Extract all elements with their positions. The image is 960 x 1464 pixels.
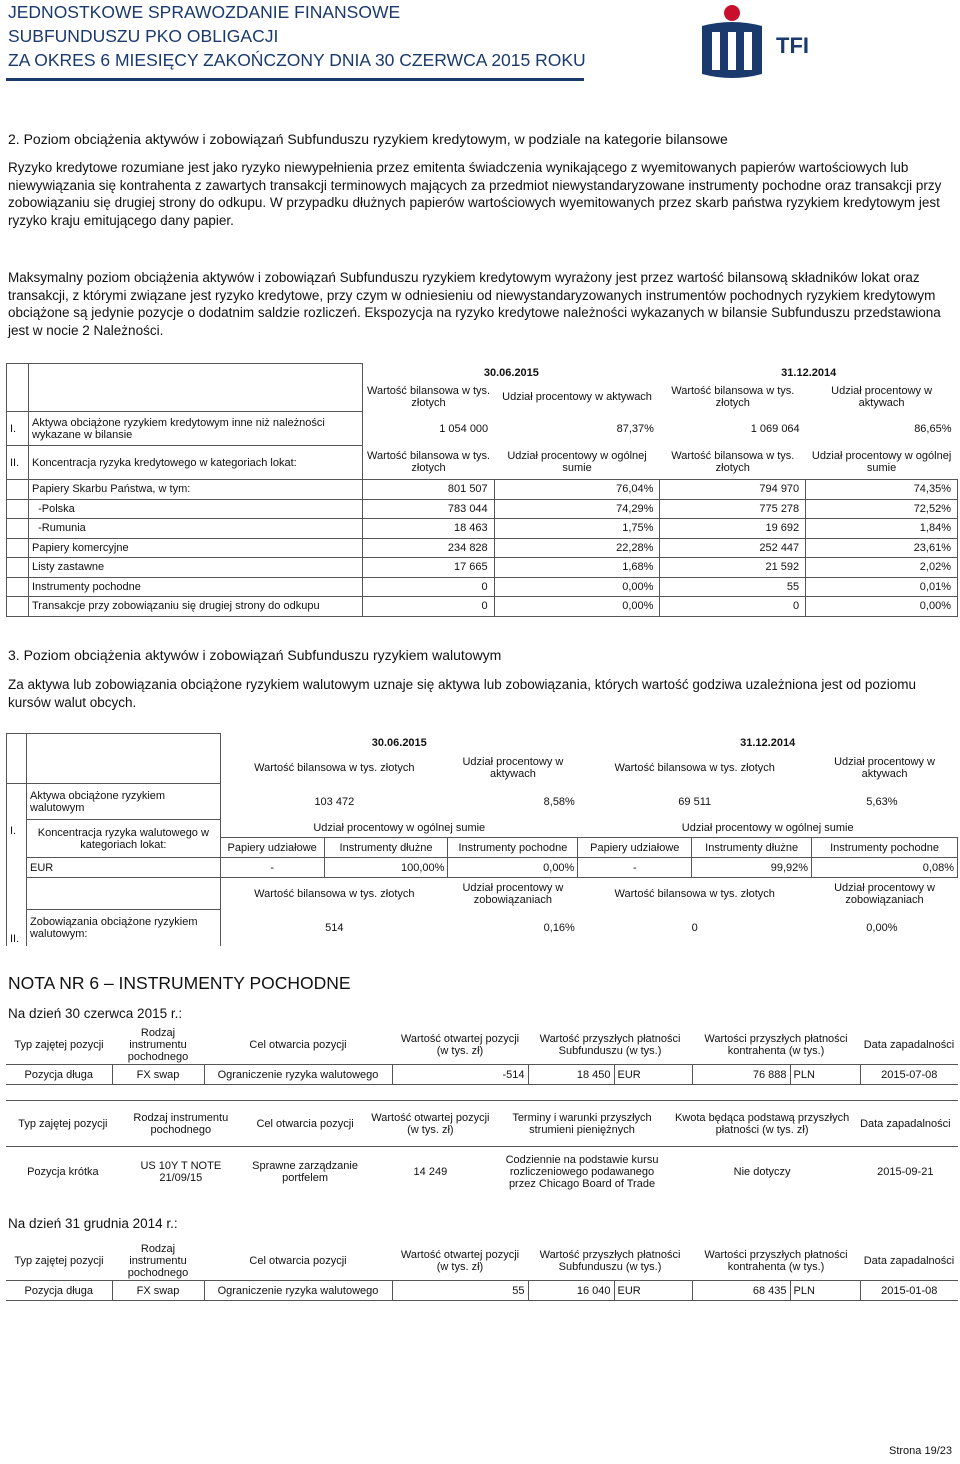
table-row <box>7 784 958 820</box>
cell-value: Pozycja długa <box>6 1065 112 1085</box>
section-2-paragraph-1: Ryzyko kredytowe rozumiane jest jako ryzyko niewypełnienia przez emitenta świadczenia wynikającego z wyemitowanych papierów wartościowych lub niewywiązania się kontrahenta z zawartych transakcji terminowych mających za przedmiot niewystandaryzowane instrumenty pochodne oraz transakcji przy zobowiązaniu się drugiej strony do odkupu. W przypadku dłużnych papierów wartościowych wyemitowanych przez skarb państwa ryzykiem kredytowym jest ryzyko kraju emitującego dany papier. <box>8 160 942 228</box>
row-label: -Polska <box>28 499 362 519</box>
row-number-empty <box>7 538 29 558</box>
table-row <box>7 558 958 578</box>
col-typ: Typ zajętej pozycji <box>6 1026 112 1065</box>
row-label: -Rumunia <box>28 519 362 539</box>
col-data: Data zapadalności <box>853 1101 958 1147</box>
row-label: Koncentracja ryzyka kredytowego w kategoriach lokat: <box>28 446 362 480</box>
table-row <box>7 412 958 446</box>
table-row <box>7 910 958 946</box>
cell-value: 0,00% <box>806 597 958 617</box>
cell-value: 69 511 <box>678 795 712 808</box>
cell-value: 18 450 <box>528 1065 614 1085</box>
credit-date-2: 31.12.2014 <box>781 366 837 379</box>
cell-value: - <box>578 858 692 878</box>
section-2-paragraph-2: Maksymalny poziom obciążenia aktywów i zobowiązań Subfunduszu ryzykiem kredytowym wyrażony jest przez wartość bilansową składników lokat oraz transakcji, z którymi związane jest ryzyko kredytowe, przy czym w odniesieniu od niewystandaryzowanych instrumentów pochodnych ryzykiem kredytowym obciążone są jedynie pozycje o dodatnim saldzie rozliczeń. Ekspozycja na ryzyko kredytowe należności wykazanych w bilansie Subfunduszu przedstawiona jest w nocie 2 Należności. <box>8 270 941 338</box>
credit-col-pct-2: Udział procentowy w aktywach <box>831 384 933 409</box>
cat-col: Papiery udziałowe <box>578 838 692 858</box>
derivatives-table-1 <box>6 1026 958 1085</box>
cat-col: Instrumenty dłużne <box>324 838 448 858</box>
row-number-empty <box>7 499 29 519</box>
cell-value: 14 249 <box>413 1165 448 1178</box>
col-cel: Cel otwarcia pozycji <box>242 1101 368 1147</box>
tfi-logo-text: TFI <box>776 33 809 58</box>
cat-col: Instrumenty pochodne <box>812 838 958 858</box>
row-number: I. <box>7 412 29 446</box>
table-row <box>7 577 958 597</box>
cell-value: 775 278 <box>660 499 806 519</box>
col-sub: Wartość przyszłych płatności Subfunduszu (w tys.) <box>528 1026 692 1065</box>
col-rodzaj: Rodzaj instrumentu pochodnego <box>112 1026 204 1065</box>
page-number: Strona 19/23 <box>889 1445 952 1457</box>
currency-col-pctzob-1: Udział procentowy w zobowiązaniach <box>462 881 564 906</box>
cell-value: 0,08% <box>812 858 958 878</box>
col-rodzaj: Rodzaj instrumentu pochodnego <box>120 1101 242 1147</box>
cell-value: -514 <box>392 1065 528 1085</box>
credit-col-pctsum-2: Udział procentowy w ogólnej sumie <box>811 450 952 475</box>
currency-risk-table <box>6 733 958 946</box>
cell-value: EUR <box>614 1065 692 1085</box>
cell-value: 0,00% <box>866 921 898 934</box>
cat-col: Instrumenty pochodne <box>448 838 578 858</box>
credit-col-value-2b: Wartość bilansowa w tys. złotych <box>671 450 795 475</box>
row-number-empty <box>7 558 29 578</box>
cell-value: Ograniczenie ryzyka walutowego <box>204 1281 392 1301</box>
cell-value: 2015-01-08 <box>860 1281 958 1301</box>
col-wartosc: Wartość otwartej pozycji (w tys. zł) <box>368 1101 492 1147</box>
cell-value: US 10Y T NOTE 21/09/15 <box>140 1159 222 1184</box>
col-cel: Cel otwarcia pozycji <box>204 1242 392 1281</box>
cell-value: 0,00% <box>494 597 660 617</box>
cell-value: 21 592 <box>660 558 806 578</box>
cell-value: 2015-07-08 <box>860 1065 958 1085</box>
currency-col-pctzob-2: Udział procentowy w zobowiązaniach <box>834 881 935 906</box>
cell-value: FX swap <box>112 1281 204 1301</box>
col-sub: Wartość przyszłych płatności Subfunduszu (w tys.) <box>528 1242 692 1281</box>
currency-date-2: 31.12.2014 <box>740 736 796 749</box>
currency-date-1: 30.06.2015 <box>371 736 427 749</box>
table-row <box>7 499 958 519</box>
cell-value: Nie dotyczy <box>733 1165 791 1178</box>
cell-value: 2,02% <box>806 558 958 578</box>
cell-value: Pozycja krótka <box>27 1165 99 1178</box>
table-row <box>7 446 958 480</box>
conc-label: Koncentracja ryzyka walutowego w kategoriach lokat: <box>26 820 220 858</box>
cell-value: 16 040 <box>528 1281 614 1301</box>
table-row <box>7 519 958 539</box>
cell-value: Sprawne zarządzanie portfelem <box>252 1159 358 1184</box>
cell-value: 17 665 <box>362 558 494 578</box>
row-number-empty <box>7 597 29 617</box>
cell-value: Codziennie na podstawie kursu rozliczeniowego podawanego przez Chicago Board of Trade <box>505 1153 659 1190</box>
cell-value: 801 507 <box>362 480 494 500</box>
cell-value: FX swap <box>112 1065 204 1085</box>
table-row <box>7 858 958 878</box>
cell-value: 86,65% <box>914 422 952 435</box>
cell-value: 55 <box>660 577 806 597</box>
row-label: Papiery Skarbu Państwa, w tym: <box>28 480 362 500</box>
col-rodzaj: Rodzaj instrumentu pochodnego <box>112 1242 204 1281</box>
credit-date-1: 30.06.2015 <box>483 366 539 379</box>
currency-col-pct-2: Udział procentowy w aktywach <box>834 755 935 780</box>
cell-value: 794 970 <box>660 480 806 500</box>
col-kwota: Kwota będąca podstawą przyszłych płatności (w tys. zł) <box>672 1101 853 1147</box>
col-typ: Typ zajętej pozycji <box>6 1242 112 1281</box>
col-data: Data zapadalności <box>860 1026 958 1065</box>
row-number-empty <box>7 480 29 500</box>
row-label: EUR <box>26 858 220 878</box>
table-row <box>6 1281 958 1301</box>
row-label: Papiery komercyjne <box>28 538 362 558</box>
cell-value: 103 472 <box>314 795 355 808</box>
cell-value: Ograniczenie ryzyka walutowego <box>204 1065 392 1085</box>
nota-6-date-a: Na dzień 30 czerwca 2015 r.: <box>8 1006 183 1021</box>
col-typ: Typ zajętej pozycji <box>6 1101 120 1147</box>
cell-value: 1,75% <box>494 519 660 539</box>
cell-value: 22,28% <box>494 538 660 558</box>
nota-6-date-b: Na dzień 31 grudnia 2014 r.: <box>8 1216 178 1231</box>
credit-col-value-2: Wartość bilansowa w tys. złotych <box>671 384 795 409</box>
cell-value: 514 <box>325 921 344 934</box>
header-line-2: SUBFUNDUSZU PKO OBLIGACJI <box>8 26 279 46</box>
cell-value: 1 054 000 <box>439 422 489 435</box>
row-number-empty <box>7 519 29 539</box>
cell-value: PLN <box>790 1281 860 1301</box>
cell-value: 87,37% <box>616 422 654 435</box>
cat-col: Instrumenty dłużne <box>692 838 812 858</box>
cell-value: 18 463 <box>362 519 494 539</box>
section-3-heading: 3. Poziom obciążenia aktywów i zobowiązań Subfunduszu ryzykiem walutowym <box>8 647 502 663</box>
cell-value: 76,04% <box>494 480 660 500</box>
table-row <box>7 597 958 617</box>
cell-value: 0,01% <box>806 577 958 597</box>
cell-value: 0 <box>362 597 494 617</box>
nota-6-title: NOTA NR 6 – INSTRUMENTY POCHODNE <box>8 973 351 993</box>
col-wartosc: Wartość otwartej pozycji (w tys. zł) <box>392 1026 528 1065</box>
cell-value: 0 <box>362 577 494 597</box>
header-line-1: JEDNOSTKOWE SPRAWOZDANIE FINANSOWE <box>8 2 401 22</box>
cell-value: 99,92% <box>692 858 812 878</box>
table-row <box>6 1065 958 1085</box>
currency-col-value-1b: Wartość bilansowa w tys. złotych <box>254 887 415 900</box>
row-number: II. <box>7 446 29 480</box>
cell-value: EUR <box>614 1281 692 1301</box>
cell-value: 74,29% <box>494 499 660 519</box>
currency-col-pct-1: Udział procentowy w aktywach <box>462 755 564 780</box>
cell-value: 1,84% <box>806 519 958 539</box>
cell-value: PLN <box>790 1065 860 1085</box>
cell-value: 234 828 <box>362 538 494 558</box>
credit-col-value-1b: Wartość bilansowa w tys. złotych <box>366 450 491 475</box>
currency-col-value-1: Wartość bilansowa w tys. złotych <box>254 761 415 774</box>
credit-risk-table <box>6 363 958 617</box>
cell-value: 2015-09-21 <box>877 1165 934 1178</box>
cell-value: Pozycja długa <box>6 1281 112 1301</box>
cell-value: 100,00% <box>324 858 448 878</box>
cell-value: 0 <box>660 597 806 617</box>
table-row <box>6 1147 958 1197</box>
derivatives-table-3 <box>6 1242 958 1301</box>
table-row <box>7 480 958 500</box>
row-label: Listy zastawne <box>28 558 362 578</box>
pko-logo-icon <box>698 4 766 80</box>
col-wartosc: Wartość otwartej pozycji (w tys. zł) <box>392 1242 528 1281</box>
cell-value: 55 <box>392 1281 528 1301</box>
table-row <box>7 538 958 558</box>
currency-col-pctsum-1: Udział procentowy w ogólnej sumie <box>313 822 486 835</box>
col-data: Data zapadalności <box>860 1242 958 1281</box>
cell-value: 8,58% <box>543 795 575 808</box>
cell-value: 783 044 <box>362 499 494 519</box>
cell-value: 0 <box>691 921 698 934</box>
cell-value: 23,61% <box>806 538 958 558</box>
cell-value: 0,00% <box>448 858 578 878</box>
cell-value: 0,00% <box>494 577 660 597</box>
row-number-empty <box>7 577 29 597</box>
col-kontr: Wartości przyszłych płatności kontrahenta (w tys.) <box>692 1242 860 1281</box>
cell-value: - <box>220 858 324 878</box>
header-line-3: ZA OKRES 6 MIESIĘCY ZAKOŃCZONY DNIA 30 CZERWCA 2015 ROKU <box>8 50 586 70</box>
row-number: II. <box>7 878 27 946</box>
col-terms: Terminy i warunki przyszłych strumieni pieniężnych <box>493 1101 672 1147</box>
cell-value: 0,16% <box>543 921 575 934</box>
cell-value: 72,52% <box>806 499 958 519</box>
cell-value: 76 888 <box>692 1065 790 1085</box>
header-rule <box>6 78 584 81</box>
credit-col-pct-1: Udział procentowy w aktywach <box>502 390 652 403</box>
currency-col-value-2b: Wartość bilansowa w tys. złotych <box>614 887 775 900</box>
cell-value: 1 069 064 <box>750 422 800 435</box>
col-kontr: Wartości przyszłych płatności kontrahenta (w tys.) <box>692 1026 860 1065</box>
row-label: Instrumenty pochodne <box>28 577 362 597</box>
currency-col-value-2: Wartość bilansowa w tys. złotych <box>614 761 775 774</box>
section-3-paragraph: Za aktywa lub zobowiązania obciążone ryzykiem walutowym uznaje się aktywa lub zobowiązania, których wartość godziwa uzależniona jest od poziomu kursów walut obcych. <box>8 677 916 710</box>
cell-value: 74,35% <box>806 480 958 500</box>
col-cel: Cel otwarcia pozycji <box>204 1026 392 1065</box>
cell-value: 252 447 <box>660 538 806 558</box>
cell-value: 5,63% <box>866 795 898 808</box>
cat-col: Papiery udziałowe <box>220 838 324 858</box>
cell-value: 1,68% <box>494 558 660 578</box>
section-2-heading: 2. Poziom obciążenia aktywów i zobowiązań Subfunduszu ryzykiem kredytowym, w podziale na kategorie bilansowe <box>8 131 728 147</box>
row-label: Zobowiązania obciążone ryzykiem walutowym: <box>26 910 220 946</box>
row-label: Aktywa obciążone ryzykiem kredytowym inne niż należności wykazane w bilansie <box>28 412 362 446</box>
row-number: I. <box>7 784 27 878</box>
credit-col-pctsum-1: Udział procentowy w ogólnej sumie <box>507 450 647 475</box>
credit-col-value-1: Wartość bilansowa w tys. złotych <box>366 384 491 409</box>
row-label: Transakcje przy zobowiązaniu się drugiej strony do odkupu <box>28 597 362 617</box>
cell-value: 19 692 <box>660 519 806 539</box>
cell-value: 68 435 <box>692 1281 790 1301</box>
derivatives-table-2 <box>6 1100 958 1197</box>
row-label: Aktywa obciążone ryzykiem walutowym <box>26 784 220 820</box>
currency-col-pctsum-2: Udział procentowy w ogólnej sumie <box>681 822 854 835</box>
